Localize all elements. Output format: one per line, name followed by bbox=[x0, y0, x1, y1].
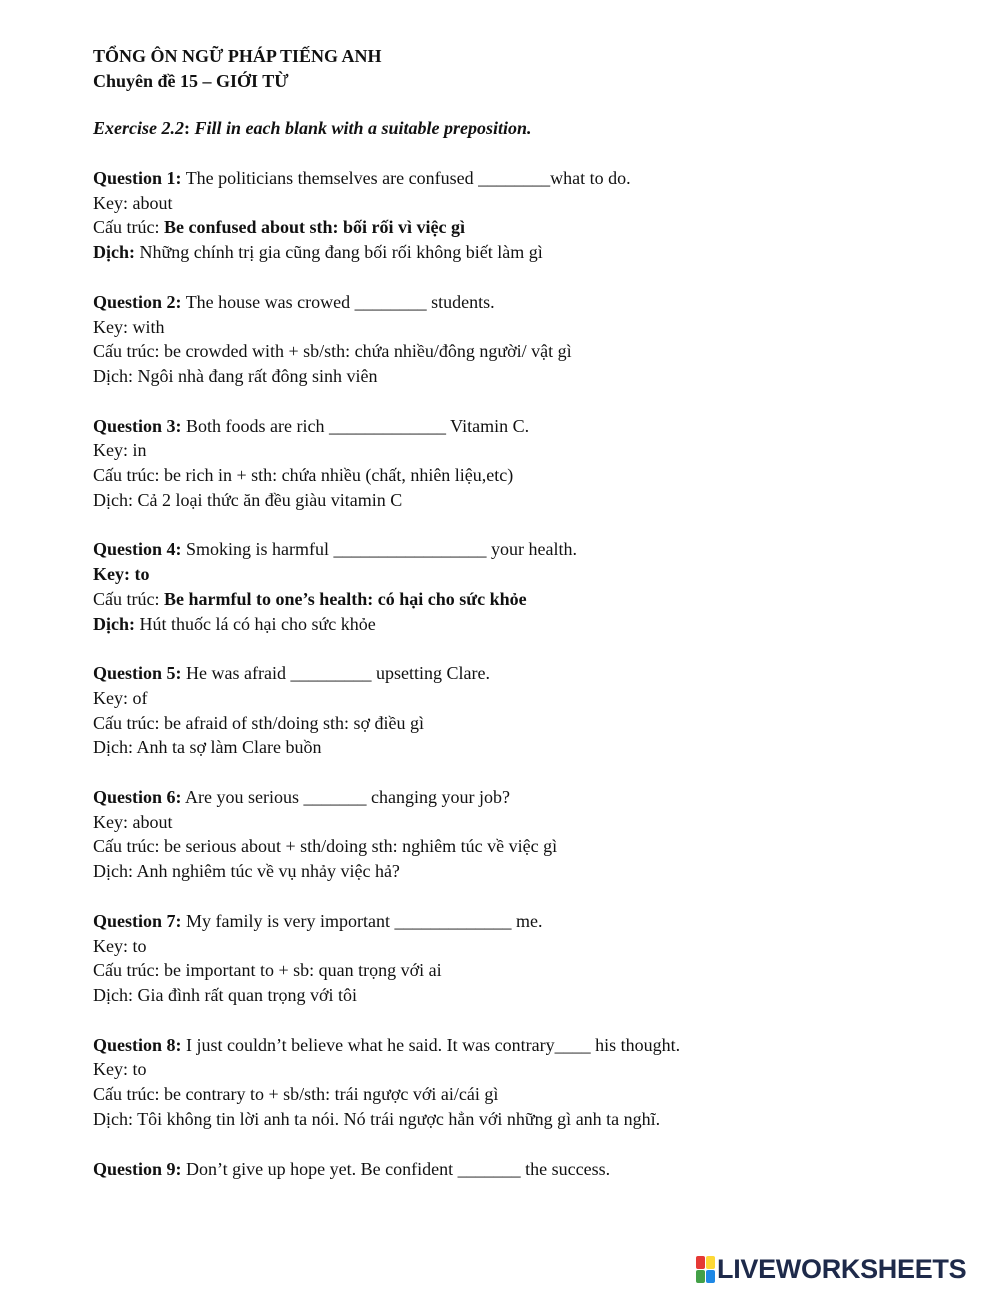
structure-value: be crowded with + sb/sth: chứa nhiều/đông người/ vật gì bbox=[159, 341, 572, 362]
key-value: about bbox=[128, 811, 173, 832]
question-text: The politicians themselves are confused ________what to do. bbox=[181, 168, 631, 188]
question-block-9 bbox=[93, 1157, 953, 1182]
key-value: in bbox=[128, 440, 147, 461]
key-line bbox=[93, 562, 953, 587]
translation-value: Anh ta sợ làm Clare buồn bbox=[133, 737, 322, 758]
question-block-6 bbox=[93, 785, 953, 884]
question-label: Question 7: bbox=[93, 910, 182, 931]
key-line bbox=[93, 686, 953, 711]
structure-line bbox=[93, 711, 953, 736]
translation-value: Anh nghiêm túc về vụ nhảy việc hả? bbox=[133, 861, 400, 882]
key-label: Key: bbox=[93, 316, 128, 337]
structure-label: Cấu trúc: bbox=[93, 712, 160, 733]
liveworksheets-logo bbox=[696, 1254, 966, 1284]
translation-line bbox=[93, 488, 953, 513]
exercise-separator: : bbox=[183, 118, 190, 138]
key-line bbox=[93, 810, 953, 835]
question-line bbox=[93, 1033, 953, 1058]
worksheet-page bbox=[93, 44, 953, 1181]
structure-value: be important to + sb: quan trọng với ai bbox=[159, 960, 442, 981]
structure-line bbox=[93, 215, 953, 240]
question-text: Don’t give up hope yet. Be confident _______ the success. bbox=[181, 1158, 611, 1179]
translation-line bbox=[93, 364, 953, 389]
question-text: Both foods are rich _____________ Vitamin C. bbox=[181, 415, 530, 436]
key-line bbox=[93, 934, 953, 959]
question-line bbox=[93, 166, 953, 191]
question-line bbox=[93, 537, 953, 562]
question-block-5 bbox=[93, 661, 953, 760]
question-label: Question 5: bbox=[93, 663, 182, 684]
key-line bbox=[93, 1057, 953, 1082]
question-label: Question 2: bbox=[93, 291, 182, 312]
structure-value: be rich in + sth: chứa nhiều (chất, nhiên liệu,etc) bbox=[159, 465, 514, 486]
question-block-4 bbox=[93, 537, 953, 636]
question-text: He was afraid _________ upsetting Clare. bbox=[181, 663, 490, 684]
structure-label: Cấu trúc: bbox=[93, 465, 160, 486]
question-text: I just couldn’t believe what he said. It was contrary____ his thought. bbox=[181, 1034, 681, 1055]
question-block-2 bbox=[93, 290, 953, 389]
key-label: Key: bbox=[93, 192, 128, 213]
key-value: to bbox=[128, 935, 147, 956]
question-block-8 bbox=[93, 1033, 953, 1132]
structure-line bbox=[93, 463, 953, 488]
exercise-instruction bbox=[93, 116, 953, 141]
translation-value: Tôi không tin lời anh ta nói. Nó trái ngược hẳn với những gì anh ta nghĩ. bbox=[133, 1108, 661, 1129]
logo-square-green bbox=[696, 1270, 705, 1283]
key-value: about bbox=[128, 192, 173, 213]
translation-label: Dịch: bbox=[93, 861, 133, 882]
structure-line bbox=[93, 587, 953, 612]
question-label: Question 8: bbox=[93, 1034, 182, 1055]
structure-label: Cấu trúc: bbox=[93, 588, 160, 609]
structure-line bbox=[93, 339, 953, 364]
translation-line bbox=[93, 983, 953, 1008]
structure-line bbox=[93, 834, 953, 859]
structure-value: be contrary to + sb/sth: trái ngược với ai/cái gì bbox=[159, 1084, 499, 1105]
question-line bbox=[93, 1157, 953, 1182]
translation-line bbox=[93, 612, 953, 637]
key-value: to bbox=[128, 1059, 147, 1080]
structure-value: be serious about + sth/doing sth: nghiêm túc về việc gì bbox=[159, 836, 558, 857]
structure-line bbox=[93, 1082, 953, 1107]
structure-value: Be confused about sth: bối rối vì việc gì bbox=[159, 217, 465, 238]
exercise-instruction-text: Fill in each blank with a suitable preposition. bbox=[189, 118, 532, 138]
translation-label: Dịch: bbox=[93, 737, 133, 758]
question-text: The house was crowed ________ students. bbox=[181, 291, 495, 312]
liveworksheets-logo-icon bbox=[696, 1256, 714, 1282]
translation-line bbox=[93, 1107, 953, 1132]
question-label: Question 4: bbox=[93, 539, 182, 560]
key-label: Key: bbox=[93, 564, 130, 585]
translation-line bbox=[93, 735, 953, 760]
question-line bbox=[93, 909, 953, 934]
question-block-7 bbox=[93, 909, 953, 1008]
question-text: Are you serious _______ changing your job? bbox=[181, 787, 510, 808]
translation-label: Dịch: bbox=[93, 489, 133, 510]
structure-label: Cấu trúc: bbox=[93, 960, 160, 981]
translation-value: Ngôi nhà đang rất đông sinh viên bbox=[133, 365, 378, 386]
logo-text: LIVEWORKSHEETS bbox=[717, 1253, 967, 1284]
question-text: My family is very important _____________ me. bbox=[181, 910, 543, 931]
key-label: Key: bbox=[93, 687, 128, 708]
document-subtitle: Chuyên đề 15 – GIỚI TỪ bbox=[93, 71, 289, 91]
translation-line bbox=[93, 859, 953, 884]
key-value: of bbox=[128, 687, 148, 708]
translation-value: Hút thuốc lá có hại cho sức khỏe bbox=[135, 613, 376, 634]
structure-label: Cấu trúc: bbox=[93, 217, 160, 238]
logo-square-red bbox=[696, 1256, 705, 1269]
structure-line bbox=[93, 958, 953, 983]
structure-label: Cấu trúc: bbox=[93, 836, 160, 857]
question-block-3 bbox=[93, 414, 953, 513]
document-title: TỔNG ÔN NGỮ PHÁP TIẾNG ANH bbox=[93, 46, 382, 66]
key-line bbox=[93, 315, 953, 340]
key-line bbox=[93, 438, 953, 463]
translation-value: Gia đình rất quan trọng với tôi bbox=[133, 984, 357, 1005]
question-block-1 bbox=[93, 166, 953, 265]
key-label: Key: bbox=[93, 811, 128, 832]
question-line bbox=[93, 290, 953, 315]
key-label: Key: bbox=[93, 1059, 128, 1080]
question-label: Question 1: bbox=[93, 168, 182, 188]
exercise-label: Exercise 2.2 bbox=[93, 118, 184, 138]
translation-label: Dịch: bbox=[93, 242, 135, 263]
question-line bbox=[93, 785, 953, 810]
question-line bbox=[93, 661, 953, 686]
structure-value: Be harmful to one’s health: có hại cho sức khỏe bbox=[159, 588, 527, 609]
translation-line bbox=[93, 240, 953, 265]
question-text: Smoking is harmful _________________ your health. bbox=[181, 539, 577, 560]
translation-label: Dịch: bbox=[93, 613, 135, 634]
logo-square-yellow bbox=[706, 1256, 715, 1269]
structure-label: Cấu trúc: bbox=[93, 1084, 160, 1105]
question-label: Question 3: bbox=[93, 415, 182, 436]
key-line bbox=[93, 191, 953, 216]
logo-square-blue bbox=[706, 1270, 715, 1283]
key-value: to bbox=[129, 564, 150, 585]
translation-value: Cả 2 loại thức ăn đều giàu vitamin C bbox=[133, 489, 403, 510]
structure-value: be afraid of sth/doing sth: sợ điều gì bbox=[159, 712, 424, 733]
key-label: Key: bbox=[93, 935, 128, 956]
structure-label: Cấu trúc: bbox=[93, 341, 160, 362]
translation-label: Dịch: bbox=[93, 984, 133, 1005]
translation-label: Dịch: bbox=[93, 365, 133, 386]
question-label: Question 6: bbox=[93, 787, 182, 808]
question-line bbox=[93, 414, 953, 439]
key-label: Key: bbox=[93, 440, 128, 461]
question-label: Question 9: bbox=[93, 1158, 182, 1179]
translation-value: Những chính trị gia cũng đang bối rối không biết làm gì bbox=[135, 242, 543, 263]
translation-label: Dịch: bbox=[93, 1108, 133, 1129]
key-value: with bbox=[128, 316, 165, 337]
